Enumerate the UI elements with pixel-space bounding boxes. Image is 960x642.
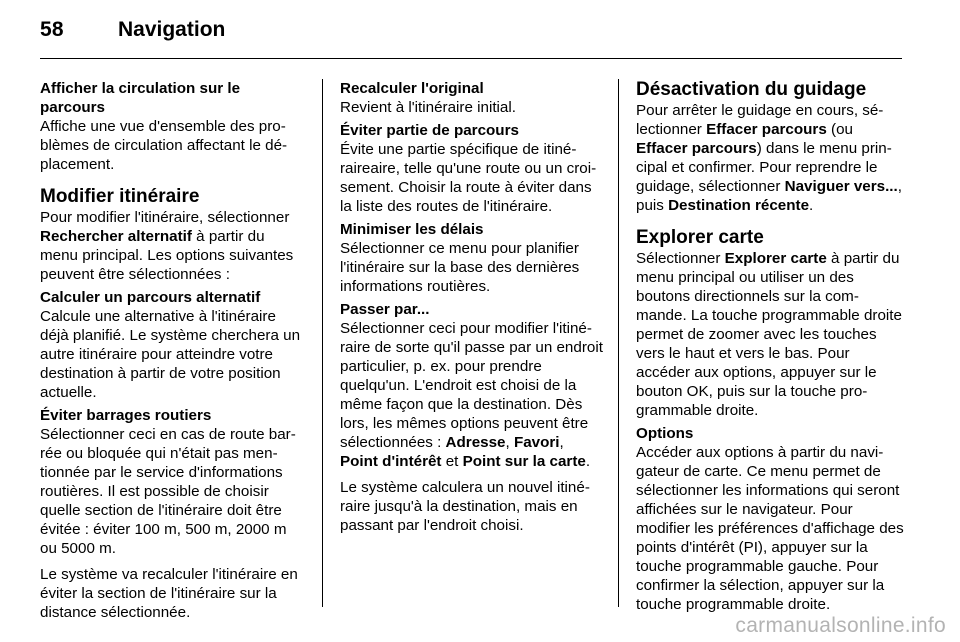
column-1 xyxy=(40,79,305,622)
eviter-partie-text: Évite une partie spécifique de itinéraireaire, telle qu'une route ou un croisement. Choisir la route à éviter dans la liste des routes de l'itinéraire. xyxy=(340,141,597,215)
desactivation-text: Pour arrêter le guidage en cours, sélectionner Effacer parcours (ou Effacer parcours) dans le menu principal et confirmer. Pour reprendre le guidage, sélectionner Naviguer vers..., puis Destination récente. xyxy=(636,102,902,214)
header-divider xyxy=(40,58,902,59)
eviter-partie-title: Éviter partie de parcours xyxy=(340,122,519,139)
page-header xyxy=(40,18,902,58)
passer-par-title: Passer par... xyxy=(340,301,430,318)
explorer-carte-text: Sélectionner Explorer carte à partir du menu principal ou utiliser un des boutons directionnels sur la commande. La touche programmable droite permet de zoomer avec les touches vers le haut et vers le bas. Pour accéder aux options, appuyer sur le bouton OK, puis sur la touche programmable droite. xyxy=(636,250,902,419)
point-interet-label: Point d'intérêt xyxy=(340,453,442,470)
modifier-itineraire-text: Pour modifier l'itinéraire, sélectionner Rechercher alternatif à partir du menu principal. Les options suivantes peuvent être sélectionnées : xyxy=(40,209,294,283)
explorer-carte-heading: Explorer carte xyxy=(636,227,764,248)
watermark: carmanualsonline.info xyxy=(735,614,946,637)
column-2 xyxy=(340,79,605,535)
afficher-circulation-title: Afficher la circulation sur le parcours xyxy=(40,80,241,116)
destination-recente-label: Destination récente xyxy=(668,197,810,214)
afficher-circulation-text: Affiche une vue d'ensemble des problèmes de circulation affectant le déplacement. xyxy=(40,118,288,173)
page-number: 58 xyxy=(40,18,64,41)
recalculer-original-title: Recalculer l'original xyxy=(340,80,484,97)
adresse-label: Adresse xyxy=(445,434,506,451)
naviguer-vers-label: Naviguer vers... xyxy=(784,178,898,195)
desactivation-heading: Désactivation du guidage xyxy=(636,79,867,100)
column-3 xyxy=(636,79,904,614)
column-divider-2 xyxy=(618,79,619,607)
minimiser-delais-text: Sélectionner ce menu pour planifier l'itinéraire sur la base des dernières informations routières. xyxy=(340,240,580,295)
recalculer-original-text: Revient à l'itinéraire initial. xyxy=(340,99,516,116)
passer-par-text: Sélectionner ceci pour modifier l'itinéraire de sorte qu'il passe par un endroit particulier, p. ex. pour prendre quelqu'un. L'endroit est choisi de la même façon que la destination. Dès lors, les mêmes options peuvent être sélectionnées : Adresse, Favori, Point d'intérêt et Point sur la carte. xyxy=(340,320,603,470)
modifier-itineraire-heading: Modifier itinéraire xyxy=(40,186,200,207)
section-title: Navigation xyxy=(118,18,226,41)
systeme-calcul-text: Le système calculera un nouvel itinéraire jusqu'à la destination, mais en passant par l'endroit choisi. xyxy=(340,479,590,534)
rechercher-alternatif-label: Rechercher alternatif xyxy=(40,228,192,245)
minimiser-delais-title: Minimiser les délais xyxy=(340,221,484,238)
explorer-carte-label: Explorer carte xyxy=(724,250,827,267)
options-title: Options xyxy=(636,425,694,442)
favori-label: Favori xyxy=(513,434,560,451)
effacer-parcours-label-2: Effacer parcours xyxy=(636,140,757,157)
recalcul-text: Le système va recalculer l'itinéraire en éviter la section de l'itinéraire sur la distance sélectionnée. xyxy=(40,566,298,621)
calculer-parcours-text: Calcule une alternative à l'itinéraire déjà planifié. Le système cherchera un autre itinéraire pour atteindre votre destination à partir de votre position actuelle. xyxy=(40,308,301,401)
column-divider-1 xyxy=(322,79,323,607)
effacer-parcours-label: Effacer parcours xyxy=(706,121,827,138)
options-text: Accéder aux options à partir du navigateur de carte. Ce menu permet de sélectionner les informations qui seront affichées sur le navigateur. Pour modifier les préférences d'affichage des points d'intérêt (PI), appuyer sur la touche programmable gauche. Pour confirmer la sélection, appuyer sur la touche programmable droite. xyxy=(636,444,904,613)
eviter-barrages-title: Éviter barrages routiers xyxy=(40,407,212,424)
point-carte-label: Point sur la carte xyxy=(462,453,586,470)
eviter-barrages-text: Sélectionner ceci en cas de route barrée ou bloquée qui n'était pas mentionnée par le service d'informations routières. Il est possible de choisir quelle section de l'itinéraire doit être évitée : éviter 100 m, 500 m, 2000 m ou 5000 m. xyxy=(40,426,296,557)
calculer-parcours-title: Calculer un parcours alternatif xyxy=(40,289,261,306)
